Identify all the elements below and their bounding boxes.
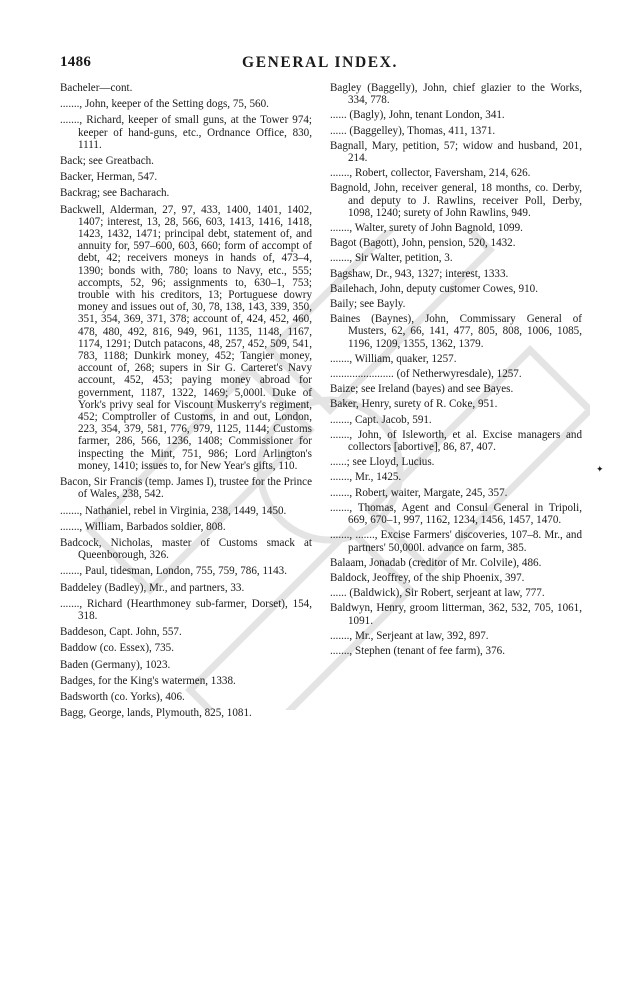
index-entry: ......., John, keeper of the Setting dogs, 75, 560.	[60, 98, 269, 111]
index-entry: Bagnall, Mary, petition, 57; widow and husband, 201, 214.	[330, 139, 582, 165]
running-title: GENERAL INDEX.	[242, 54, 398, 71]
index-entry: Baddeson, Capt. John, 557.	[60, 626, 182, 639]
index-entry: ......., Capt. Jacob, 591.	[330, 413, 432, 426]
index-entry: Bagnold, John, receiver general, 18 months, co. Derby, and deputy to J. Rawlins, receiver Poll, Derby, 1098, 1240; surety of John Rawlins, 949.	[330, 182, 582, 219]
index-entry: Baldock, Jeoffrey, of the ship Phoenix, 397.	[330, 571, 525, 584]
index-entry: Backrag; see Bacharach.	[60, 187, 170, 200]
index-column-left	[60, 82, 312, 723]
index-entry: Baize; see Ireland (bayes) and see Bayes.	[330, 383, 514, 396]
index-entry: Balaam, Jonadab (creditor of Mr. Colvile), 486.	[330, 556, 542, 569]
index-entry: Bagg, George, lands, Plymouth, 825, 1081.	[60, 707, 252, 720]
index-entry: Bagley (Baggelly), John, chief glazier to the Works, 334, 778.	[330, 82, 582, 107]
index-entry: Bagshaw, Dr., 943, 1327; interest, 1333.	[330, 267, 509, 280]
index-entry: ......., ......., Excise Farmers' discoveries, 107–8. Mr., and partners' 50,000l. advance on farm, 385.	[330, 529, 582, 554]
index-entry: ...... (Baggelley), Thomas, 411, 1371.	[330, 124, 496, 137]
index-entry: Badges, for the King's watermen, 1338.	[60, 674, 236, 687]
index-entry: ....................... (of Netherwyresdale), 1257.	[330, 368, 522, 381]
index-entry: ......., William, Barbados soldier, 808.	[60, 520, 226, 533]
index-entry: Baden (Germany), 1023.	[60, 658, 171, 671]
index-entry: Backer, Herman, 547.	[60, 171, 158, 184]
index-entry: ......., Robert, waiter, Margate, 245, 357.	[330, 486, 508, 499]
index-column-right	[330, 82, 582, 660]
index-entry: ......., Nathaniel, rebel in Virginia, 238, 1449, 1450.	[60, 504, 287, 517]
index-entry: ......., Thomas, Agent and Consul General in Tripoli, 669, 670–1, 997, 1162, 1234, 1456, 1457, 1470.	[330, 501, 582, 527]
index-entry: ......., Stephen (tenant of fee farm), 376.	[330, 644, 505, 657]
index-entry: ...... (Bagly), John, tenant London, 341.	[330, 109, 505, 122]
index-entry: ......., Paul, tidesman, London, 755, 759, 786, 1143.	[60, 565, 287, 578]
page-number: 1486	[60, 54, 92, 70]
margin-mark: ✦	[596, 464, 604, 474]
index-entry: Badsworth (co. Yorks), 406.	[60, 690, 185, 703]
index-entry: ......., Mr., 1425.	[330, 471, 402, 484]
index-entry: ......., Richard (Hearthmoney sub-farmer, Dorset), 154, 318.	[60, 597, 312, 622]
index-entry: Bacheler—cont.	[60, 82, 133, 94]
index-entry: ......., Walter, surety of John Bagnold, 1099.	[330, 222, 523, 235]
index-entry: Back; see Greatbach.	[60, 155, 154, 168]
index-entry: Bagot (Bagott), John, pension, 520, 1432.	[330, 237, 516, 250]
index-entry: ......., John, of Isleworth, et al. Excise managers and collectors [abortive], 86, 87, 407.	[330, 428, 582, 454]
index-entry: ......., Robert, collector, Faversham, 214, 626.	[330, 167, 531, 180]
index-entry: Baddeley (Badley), Mr., and partners, 33.	[60, 581, 245, 594]
index-entry: Baddow (co. Essex), 735.	[60, 642, 174, 655]
index-entry: ......., Sir Walter, petition, 3.	[330, 252, 453, 265]
index-entry: Backwell, Alderman, 27, 97, 433, 1400, 1401, 1402, 1407; interest, 13, 28, 566, 603, 1413, 1416, 1418, 1423, 1432, 1471; principal debt, statement of, and annuity for, 597–600, 603, 660; form of accompt of debt, 42; receivers moneys in hands of, 473–4, 1390; bonds with, 780; loans to Navy, etc., 555; accompts, 52, 96; assignments to, 630–1, 753; trouble with his creditors, 13; Portuguese dowry money and issues out of, 30, 78, 138, 143, 339, 350, 351, 354, 369, 371, 378; account of, 424, 452, 460, 478, 480, 492, 816, 949, 961, 1135, 1148, 1167, 1174, 1291; Dutch patacons, 48, 257, 452, 509, 541, 783, 1188; Dunkirk money, 452; Tangier money, account of, 268; supers in Sir G. Carteret's Navy account, 452, 453; paying money abroad for government, 1187, 1322, 1469; 5,000l. Duke of York's privy seal for Viscount Muskerry's regiment, 452; Comptroller of Customs, in and out, London, 223, 354, 379, 581, 776, 979, 1125, 1144; Customs farmer, 286, 566, 1236, 1408; Commissioner for inspecting the Mint, 751, 986; Lord Arlington's money, 1410; issues to, for New Year's gifts, 110.	[60, 203, 312, 472]
index-entry: ......; see Lloyd, Lucius.	[330, 456, 435, 469]
index-entry: Bacon, Sir Francis (temp. James I), trustee for the Prince of Wales, 238, 542.	[60, 476, 313, 501]
index-entry: Bailehach, John, deputy customer Cowes, 910.	[330, 282, 538, 295]
index-entry: ...... (Baldwick), Sir Robert, serjeant at law, 777.	[330, 587, 545, 600]
index-entry: ......., William, quaker, 1257.	[330, 352, 457, 365]
index-entry: Badcock, Nicholas, master of Customs smack at Queenborough, 326.	[60, 536, 312, 562]
index-entry: Baldwyn, Henry, groom litterman, 362, 532, 705, 1061, 1091.	[330, 602, 582, 627]
index-entry: Baines (Baynes), John, Commissary General of Musters, 62, 66, 141, 477, 805, 808, 1006, 1085, 1196, 1209, 1355, 1362, 1379.	[330, 313, 582, 350]
index-entry: Baker, Henry, surety of R. Coke, 951.	[330, 398, 498, 411]
index-entry: Baily; see Bayly.	[330, 298, 406, 311]
index-entry: ......., Richard, keeper of small guns, at the Tower 974; keeper of hand-guns, etc., Ordnance Office, 830, 1111.	[60, 114, 312, 151]
page-header	[60, 54, 580, 80]
index-entry: ......., Mr., Serjeant at law, 392, 897.	[330, 629, 489, 642]
